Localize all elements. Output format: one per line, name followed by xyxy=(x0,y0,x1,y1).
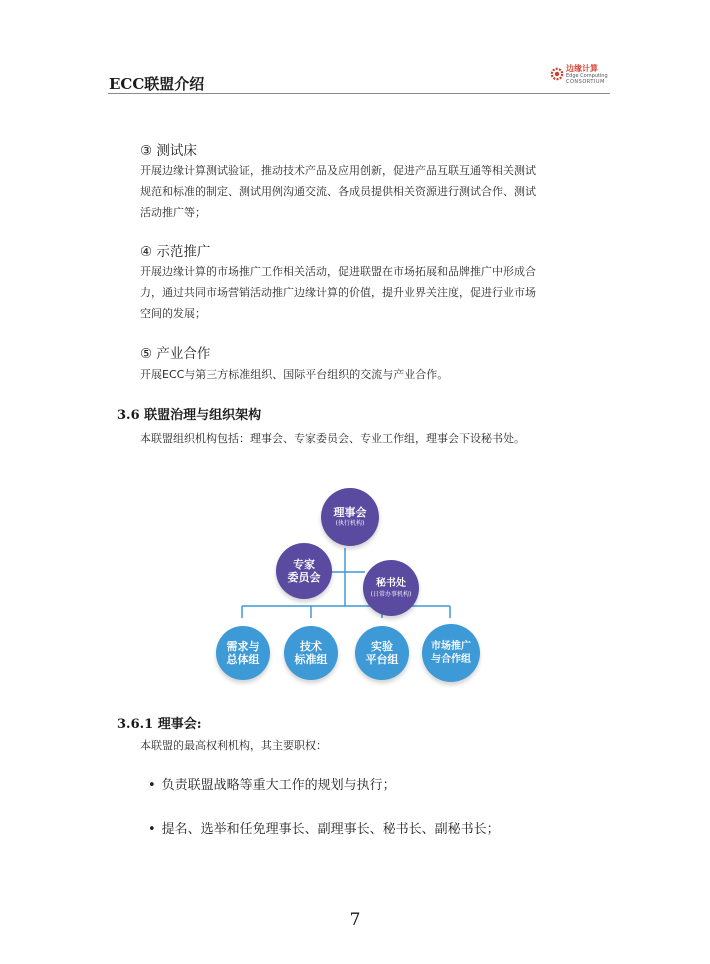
org-node-label: 标准组 xyxy=(294,653,328,666)
bullet-icon: • xyxy=(148,822,156,837)
section-body-industry xyxy=(140,364,602,385)
org-node-marketing-group xyxy=(422,624,480,682)
logo-cn-text: 边缘计算 xyxy=(566,64,598,73)
org-node-label: 与合作组 xyxy=(431,654,471,665)
paragraph-line: 规范和标准的制定、测试用例沟通交流、各成员提供相关资源进行测试合作、测试 xyxy=(140,185,536,198)
governance-heading: 3.6 联盟治理与组织架构 xyxy=(117,408,262,423)
org-node-label: 需求与 xyxy=(226,640,260,653)
org-chart xyxy=(200,478,520,698)
org-node-label: 实验 xyxy=(371,640,393,653)
document-title: ECC联盟介绍 xyxy=(109,75,205,93)
board-heading: 3.6.1 理事会: xyxy=(117,717,202,732)
org-node-label: 平台组 xyxy=(365,653,399,666)
bullet-text: 负责联盟战略等重大工作的规划与执行； xyxy=(161,778,396,793)
org-node-label: 专家 xyxy=(293,558,315,571)
org-node-label: 总体组 xyxy=(226,653,260,666)
org-node-label: 委员会 xyxy=(287,571,321,584)
org-node-expert-committee xyxy=(276,543,332,599)
paragraph-line: 开展ECC与第三方标准组织、国际平台组织的交流与产业合作。 xyxy=(140,368,449,381)
section-heading-industry: ⑤ 产业合作 xyxy=(140,346,211,362)
header-divider xyxy=(108,93,610,94)
org-node-sublabel: (执行机构) xyxy=(335,520,365,527)
logo-en-text-2: CONSORTIUM xyxy=(566,79,605,85)
org-node-label: 市场推广 xyxy=(431,641,471,652)
paragraph-line: 开展边缘计算测试验证，推动技术产品及应用创新，促进产品互联互通等相关测试 xyxy=(140,164,536,177)
bullet-icon: • xyxy=(148,778,156,793)
section-heading-demo: ④ 示范推广 xyxy=(140,244,211,260)
paragraph-line: 活动推广等； xyxy=(140,206,206,219)
org-node-board xyxy=(321,488,379,546)
board-intro: 本联盟的最高权利机构，其主要职权： xyxy=(140,739,327,752)
bullet-text: 提名、选举和任免理事长、副理事长、秘书长、副秘书长； xyxy=(161,822,500,837)
org-node-requirements-group xyxy=(216,626,270,680)
org-node-lab-platform-group xyxy=(355,626,409,680)
logo-en-text-1: Edge Computing xyxy=(566,73,608,79)
gear-icon xyxy=(550,67,564,81)
section-body-demo xyxy=(140,261,602,324)
bullet-item xyxy=(148,774,396,793)
org-node-secretariat xyxy=(363,560,419,616)
governance-intro: 本联盟组织机构包括：理事会、专家委员会、专业工作组，理事会下设秘书处。 xyxy=(140,432,525,445)
paragraph-line: 空间的发展； xyxy=(140,307,206,320)
org-node-label: 技术 xyxy=(300,640,322,653)
org-node-label: 秘书处 xyxy=(376,578,406,589)
section-body-testbed xyxy=(140,160,602,223)
paragraph-line: 力，通过共同市场营销活动推广边缘计算的价值，提升业界关注度，促进行业市场 xyxy=(140,286,536,299)
bullet-item xyxy=(148,818,500,837)
ecc-logo xyxy=(548,63,614,89)
paragraph-line: 开展边缘计算的市场推广工作相关活动，促进联盟在市场拓展和品牌推广中形成合 xyxy=(140,265,536,278)
section-heading-testbed: ③ 测试床 xyxy=(140,143,197,159)
org-node-tech-standards-group xyxy=(284,626,338,680)
org-node-label: 理事会 xyxy=(333,506,367,519)
org-node-sublabel: (日常办事机构) xyxy=(370,591,412,598)
page-number: 7 xyxy=(349,910,361,930)
